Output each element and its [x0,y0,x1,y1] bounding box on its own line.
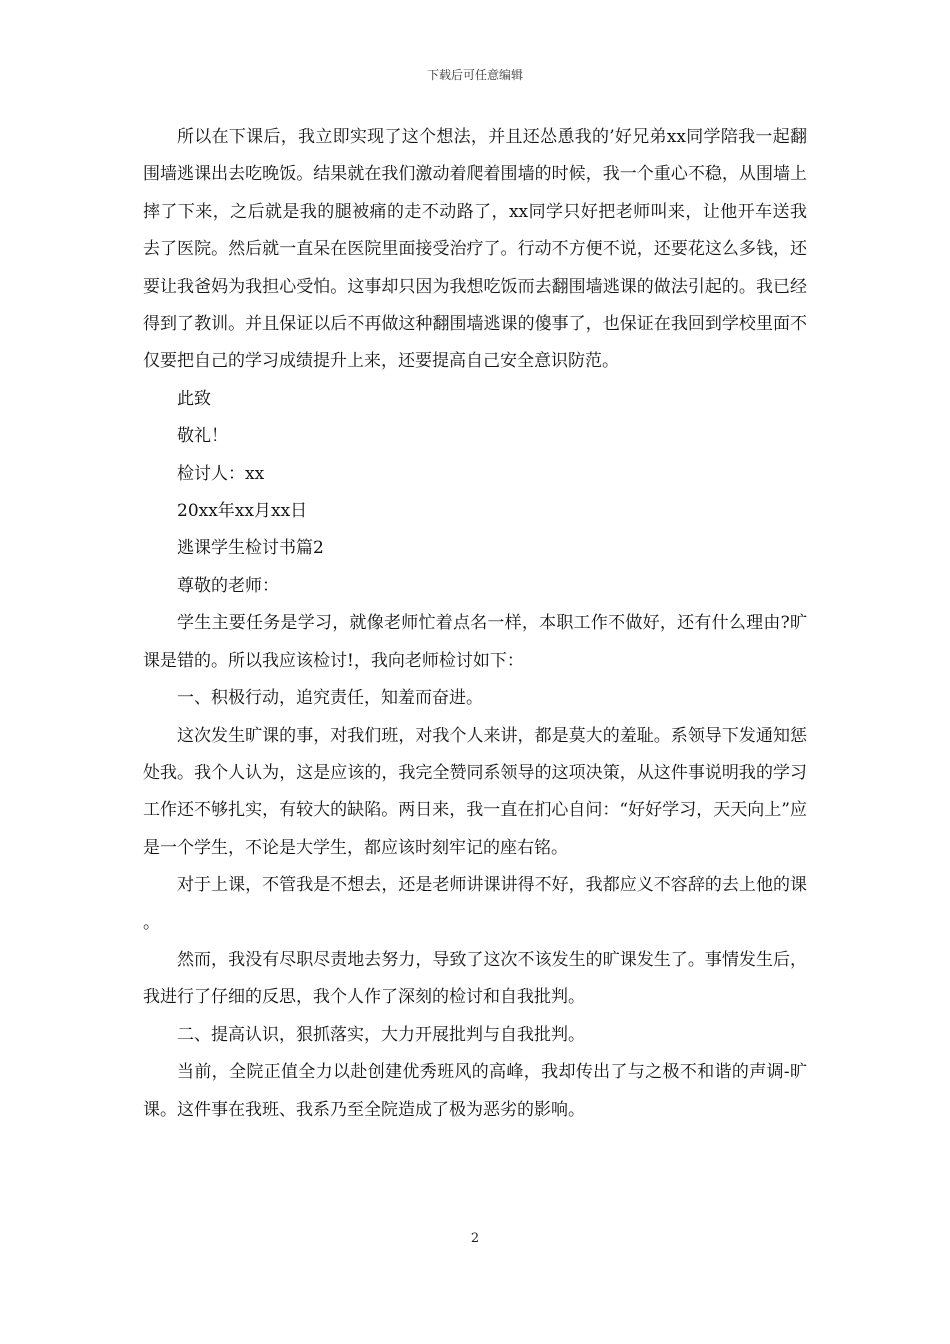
paragraph-salutation-jingli: 敬礼！ [177,426,228,447]
paragraph-signer: 检讨人：xx [177,463,265,484]
paragraph-shame: 这次发生旷课的事，对我们班，对我个人来讲，都是莫大的羞耻。系领导下发通知惩处我。我个人认为，这是应该的，我完全赞同系领导的这项决策，从这件事说明我的学习工作还不够扎实，有较大的缺陷。两日来，我一直在扪心自问：“好好学习，天天向上”应是一个学生，不论是大学生，都应该时刻牢记的座右铭。 [143,725,807,858]
paragraph-salutation-cizhi: 此致 [177,388,211,409]
section-title: 逃课学生检讨书篇2 [177,538,324,559]
paragraph-date: 20xx年xx月xx日 [177,501,308,522]
paragraph-reflection: 然而，我没有尽职尽责地去努力，导致了这次不该发生的旷课发生了。事情发生后，我进行了仔细的反思，我个人作了深刻的检讨和自我批判。 [143,949,807,1008]
page-number: 2 [470,1231,480,1246]
paragraph-greeting: 尊敬的老师： [177,575,279,596]
paragraph-heading-one: 一、积极行动，追究责任，知羞而奋进。 [177,688,483,709]
paragraph-impact: 当前，全院正值全力以赴创建优秀班风的高峰，我却传出了与之极不和谐的声调-旷课。这件事在我班、我系乃至全院造成了极为恶劣的影响。 [143,1062,807,1120]
paragraph-heading-two: 二、提高认识，狠抓落实，大力开展批判与自我批判。 [177,1024,585,1045]
paragraph-attend-class: 对于上课，不管我是不想去，还是老师讲课讲得不好，我都应义不容辞的去上他的课。 [143,875,807,933]
paragraph-confession-story: 所以在下课后，我立即实现了这个想法，并且还怂恿我的’好兄弟xx同学陪我一起翻围墙逃课出去吃晚饭。结果就在我们激动着爬着围墙的时候，我一个重心不稳，从围墙上摔了下来，之后就是我的腿被痛的走不动路了，xx同学只好把老师叫来，让他开车送我去了医院。然后就一直呆在医院里面接受治疗了。行动不方便不说，还要花这么多钱，还要让我爸妈为我担心受怕。这事却只因为我想吃饭而去翻围墙逃课的做法引起的。我已经得到了教训。并且保证以后不再做这种翻围墙逃课的傻事了，也保证在我回到学校里面不仅要把自己的学习成绩提升上来，还要提高自己安全意识防范。 [143,127,807,372]
paragraph-intro: 学生主要任务是学习，就像老师忙着点名一样，本职工作不做好，还有什么理由?旷课是错的。所以我应该检讨!，我向老师检讨如下： [143,613,807,671]
document-body [143,119,807,1129]
page-header: 下载后可任意编辑 [426,68,523,82]
